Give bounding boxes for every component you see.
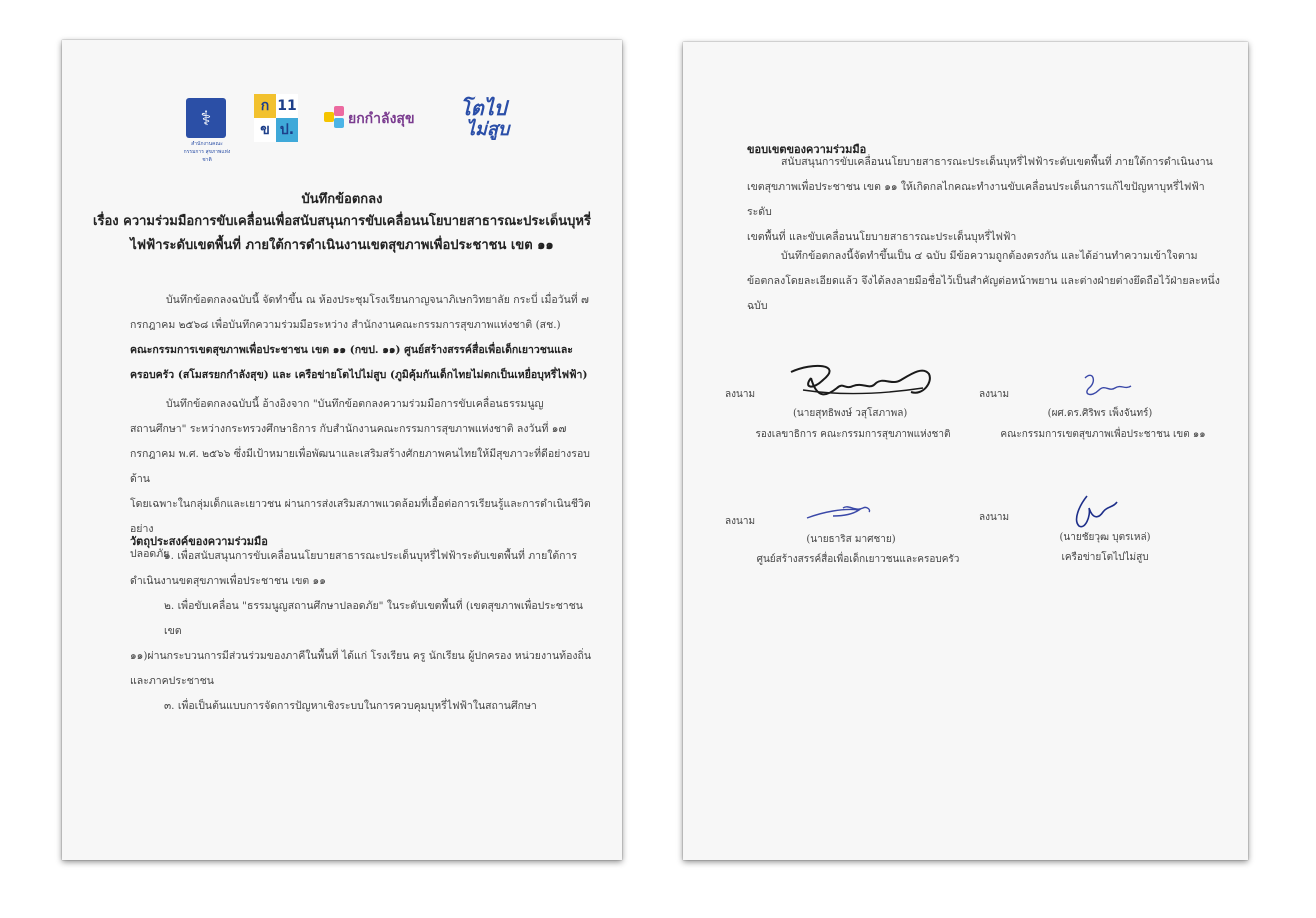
sign-label-1: ลงนาม <box>725 389 756 400</box>
scope-paragraph: สนับสนุนการขับเคลื่อนนโยบายสาธารณะประเด็นบุหรี่ไฟฟ้าระดับเขตพื้นที่ ภายใต้การดำเนินงาน เขตสุขภาพเพื่อประชาชน เขต ๑๑ ให้เกิดกลไกคณะทำงานขับเคลื่อนประเด็นการแก้ไขปัญหาบุหรี่ไฟฟ้าระดับ เขตพื้นที่ และขับเคลื่อนนโยบายสาธารณะประเด็นบุหรี่ไฟฟ้า <box>747 156 1213 243</box>
signatory-4-title: เครือข่ายโตไปไม่สูบ <box>1061 552 1149 563</box>
intro-paragraph: บันทึกข้อตกลงฉบับนี้ จัดทำขึ้น ณ ห้องประชุมโรงเรียนกาญจนาภิเษกวิทยาลัย กระบี่ เมื่อวันที่ ๗ กรกฎาคม ๒๕๖๘ เพื่อบันทึกความร่วมมือระหว่าง สำนักงานคณะกรรมการสุขภาพแห่งชาติ (สช.) คณะกรรมการเขตสุขภาพเพื่อประชาชน เขต ๑๑ (กขป. ๑๑) ศูนย์สร้างสรรค์สื่อเพื่อเด็กเยาวชนและ ครอบครัว (สโมสรยกกำลังสุข) และ เครือข่ายโตไปไม่สูบ (ภูมิคุ้มกันเด็กไทยไม่ตกเป็นเหยื่อบุหรี่ไฟฟ้า) <box>130 294 589 381</box>
document-subject-line-2: ไฟฟ้าระดับเขตพื้นที่ ภายใต้การดำเนินงานเขตสุขภาพเพื่อประชาชน เขต ๑๑ <box>130 238 554 253</box>
sign-label-2: ลงนาม <box>979 389 1010 400</box>
signature-4 <box>1069 492 1119 532</box>
signature-2 <box>1075 368 1135 402</box>
reference-paragraph: บันทึกข้อตกลงฉบับนี้ อ้างอิงจาก "บันทึกข้อตกลงความร่วมมือการขับเคลื่อนธรรมนูญ สถานศึกษา" ระหว่างกระทรวงศึกษาธิการ กับสำนักงานคณะกรรมการสุขภาพแห่งชาติ ลงวันที่ ๑๗ กรกฎาคม พ.ศ. ๒๕๖๖ ซึ่งมีเป้าหมายเพื่อพัฒนาและเสริมสร้างศักยภาพคนไทยให้มีสุขภาวะที่ดีอย่างรอบด้าน โดยเฉพาะในกลุ่มเด็กและเยาวชน ผ่านการส่งเสริมสภาพแวดล้อมที่เอื้อต่อการเรียนรู้และการดำเนินชีวิตอย่าง ปลอดภัย <box>130 398 591 560</box>
nhco-logo-caption: สำนักงานคณะกรรมการ สุขภาพแห่งชาติ <box>183 141 231 163</box>
signatory-1-title: รองเลขาธิการ คณะกรรมการสุขภาพแห่งชาติ <box>755 429 951 440</box>
signatory-3-title: ศูนย์สร้างสรรค์สื่อเพื่อเด็กเยาวชนและครอบครัว <box>756 554 960 565</box>
yokkamlangsuk-logo <box>324 106 434 136</box>
document-subject-line-1: เรื่อง ความร่วมมือการขับเคลื่อนเพื่อสนับสนุนการขับเคลื่อนนโยบายสาธารณะประเด็นบุหรี่ <box>93 214 591 229</box>
nhco-logo: ⚕ <box>186 98 226 138</box>
partner-logos <box>182 92 522 163</box>
sign-label-3: ลงนาม <box>725 516 756 527</box>
document-page-1 <box>62 40 622 860</box>
document-page-2 <box>683 42 1248 860</box>
signatory-3-name: (นายธาริส มาศชาย) <box>806 534 896 545</box>
totpai-maisoob-logo: โตไป ไม่สูบ <box>460 96 510 140</box>
smiley-faces-icon <box>324 106 346 132</box>
kkp11-logo: ก 11 ข ป. <box>254 94 298 142</box>
signatory-1-name: (นายสุทธิพงษ์ วสุโสภาพล) <box>793 408 908 419</box>
document-title: บันทึกข้อตกลง <box>301 192 383 207</box>
scope-heading: ขอบเขตของความร่วมมือ <box>747 143 867 156</box>
signature-3 <box>803 502 873 522</box>
copies-paragraph: บันทึกข้อตกลงนี้จัดทำขึ้นเป็น ๔ ฉบับ มีข้อความถูกต้องตรงกัน และได้อ่านทำความเข้าใจตาม ข้อตกลงโดยละเอียดแล้ว จึงได้ลงลายมือชื่อไว้เป็นสำคัญต่อหน้าพยาน และต่างฝ่ายต่างยึดถือไว้ฝ่ายละหนึ่ง ฉบับ <box>747 250 1220 312</box>
objectives-list: ๑. เพื่อสนับสนุนการขับเคลื่อนนโยบายสาธารณะประเด็นบุหรี่ไฟฟ้าระดับเขตพื้นที่ ภายใต้การ ดำเนินงานขตสุขภาพเพื่อประชาชน เขต ๑๑ ๒. เพื่อขับเคลื่อน "ธรรมนูญสถานศึกษาปลอดภัย" ในระดับเขตพื้นที่ (เขตสุขภาพเพื่อประชาชน เขต ๑๑)ผ่านกระบวนการมีส่วนร่วมของภาคีในพื้นที่ ได้แก่ โรงเรียน ครู นักเรียน ผู้ปกครอง หน่วยงานท้องถิ่น และภาคประชาชน ๓. เพื่อเป็นต้นแบบการจัดการปัญหาเชิงระบบในการควบคุมบุหรี่ไฟฟ้าในสถานศึกษา <box>130 550 592 712</box>
signatory-2-title: คณะกรรมการเขตสุขภาพเพื่อประชาชน เขต ๑๑ <box>1000 429 1206 440</box>
sign-label-4: ลงนาม <box>979 512 1010 523</box>
signature-1 <box>783 360 933 406</box>
yokkamlangsuk-text: ยกกำลังสุข <box>348 111 415 127</box>
signatory-2-name: (ผศ.ดร.ศิริพร เพ็งจันทร์) <box>1047 408 1153 419</box>
signatory-4-name: (นายชัยวุฒ บุตรเหล่) <box>1059 532 1151 543</box>
objectives-heading: วัตถุประสงค์ของความร่วมมือ <box>130 535 268 548</box>
